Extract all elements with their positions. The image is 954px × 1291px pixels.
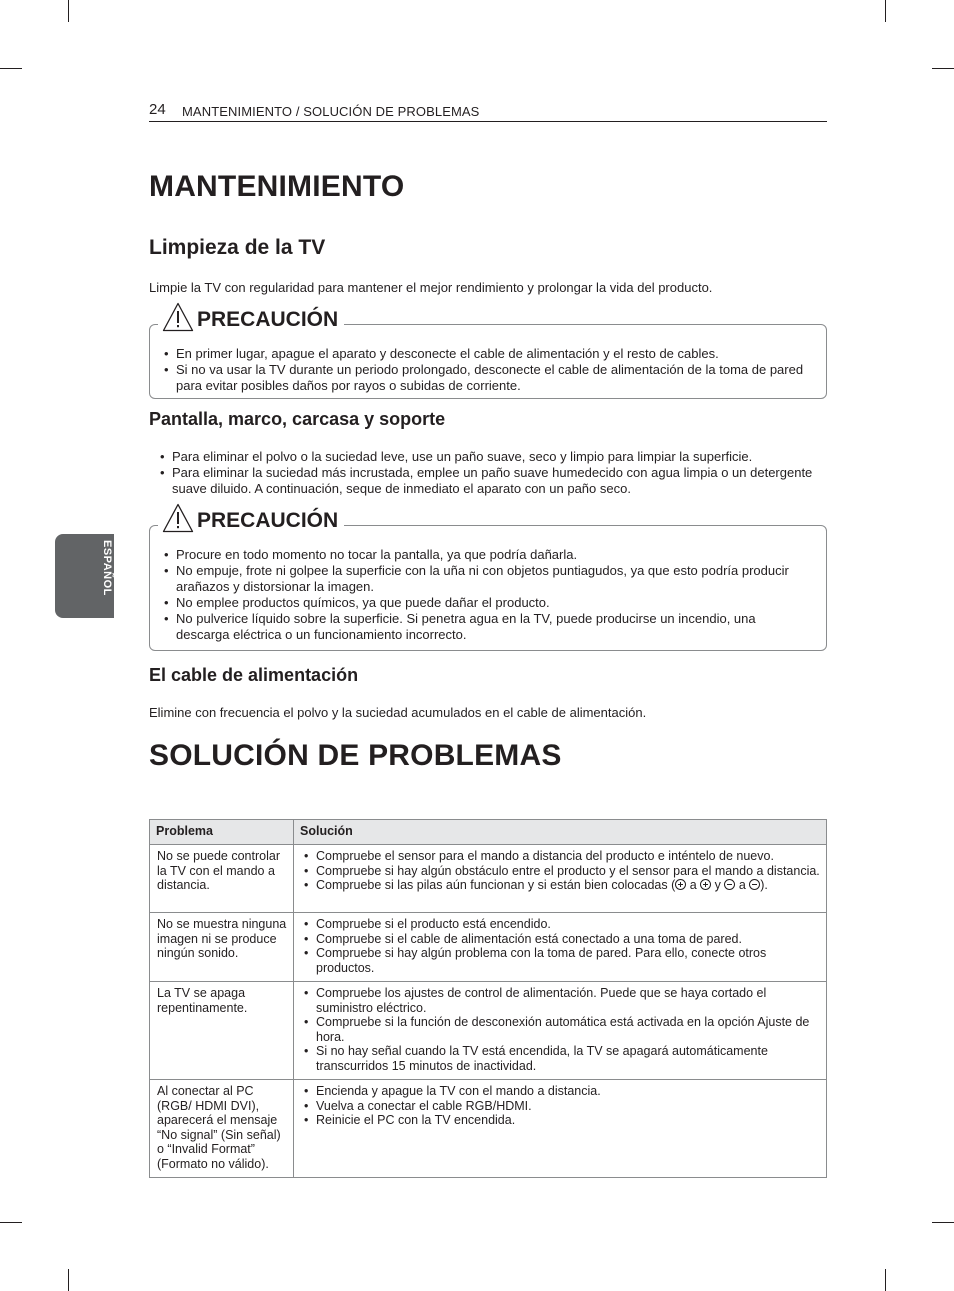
caution-label [158, 302, 344, 332]
crop-mark [932, 1222, 954, 1223]
page-header [149, 101, 827, 122]
language-tab-label: ESPAÑOL [101, 540, 113, 596]
crop-mark [885, 0, 886, 22]
list-item: • Procure en todo momento no tocar la pantalla, ya que podría dañarla. [162, 547, 812, 563]
screen-heading: Pantalla, marco, carcasa y soporte [149, 409, 446, 429]
solution-cell [294, 1080, 827, 1178]
list-item: • Compruebe si hay algún problema con la toma de pared. Para ello, conecte otros productos. [302, 946, 820, 975]
running-title: MANTENIMIENTO / SOLUCIÓN DE PROBLEMAS [182, 104, 480, 119]
warning-icon [162, 302, 194, 332]
screen-list [158, 449, 818, 497]
caution-box [149, 308, 827, 399]
list-item: • No pulverice líquido sobre la superficie. Si penetra agua en la TV, puede producirse un incendio, una descarga eléctrica o un funcionamiento incorrecto. [162, 611, 812, 643]
list-item: • Si no va usar la TV durante un periodo prolongado, desconecte el cable de alimentación de la toma de pared para evitar posibles daños por rayos o subidas de corriente. [162, 362, 812, 394]
minus-terminal-icon [749, 879, 760, 890]
list-item: • Para eliminar el polvo o la suciedad leve, use un paño suave, seco y limpio para limpiar la superficie. [158, 449, 818, 465]
caution-list [162, 346, 812, 394]
solution-cell [294, 982, 827, 1080]
crop-mark [0, 1222, 22, 1223]
solution-cell [294, 845, 827, 913]
crop-mark [885, 1269, 886, 1291]
minus-terminal-icon [724, 879, 735, 890]
column-header-problem: Problema [150, 820, 294, 845]
list-item: • Compruebe los ajustes de control de alimentación. Puede que se haya cortado el suministro eléctrico. [302, 986, 820, 1015]
list-item: • Compruebe si la función de desconexión automática está activada en la opción Ajuste de hora. [302, 1015, 820, 1044]
list-item: • No empuje, frote ni golpee la superficie con la uña ni con objetos puntiagudos, ya que esto podría producir arañazos y distorsionar la imagen. [162, 563, 812, 595]
crop-mark [0, 68, 22, 69]
problem-cell: La TV se apaga repentinamente. [150, 982, 294, 1080]
cable-heading: El cable de alimentación [149, 665, 359, 685]
caution-label-text: PRECAUCIÓN [197, 509, 339, 532]
list-item: • Reinicie el PC con la TV encendida. [302, 1113, 820, 1128]
solution-cell [294, 913, 827, 982]
list-item: • Vuelva a conectar el cable RGB/HDMI. [302, 1099, 820, 1114]
cleaning-intro: Limpie la TV con regularidad para mantener el mejor rendimiento y prolongar la vida del producto. [149, 280, 713, 295]
troubleshooting-title: SOLUCIÓN DE PROBLEMAS [149, 739, 562, 772]
list-item: • Para eliminar la suciedad más incrustada, emplee un paño suave humedecido con agua limpia o un detergente suave diluido. A continuación, seque de inmediato el aparato con un paño seco. [158, 465, 818, 497]
caution-label-text: PRECAUCIÓN [197, 308, 339, 331]
list-item: • No emplee productos químicos, ya que puede dañar el producto. [162, 595, 812, 611]
language-tab [55, 534, 114, 618]
problem-cell: No se puede controlar la TV con el mando a distancia. [150, 845, 294, 913]
caution-list [162, 547, 812, 643]
caution-label [158, 503, 344, 533]
column-header-solution: Solución [294, 820, 827, 845]
table-row [150, 913, 827, 982]
table-row [150, 1080, 827, 1178]
troubleshooting-table [149, 819, 827, 1178]
caution-box [149, 509, 827, 651]
list-item: • Compruebe si las pilas aún funcionan y si están bien colocadas ( a y a ). [302, 878, 820, 893]
list-item: • Encienda y apague la TV con el mando a distancia. [302, 1084, 820, 1099]
list-item: • Compruebe si hay algún obstáculo entre el producto y el sensor para el mando a distancia. [302, 864, 820, 879]
list-item: • Compruebe si el cable de alimentación está conectado a una toma de pared. [302, 932, 820, 947]
crop-mark [68, 0, 69, 22]
table-header-row [150, 820, 827, 845]
crop-mark [932, 68, 954, 69]
plus-terminal-icon [700, 879, 711, 890]
table-row [150, 982, 827, 1080]
cable-text: Elimine con frecuencia el polvo y la suciedad acumulados en el cable de alimentación. [149, 705, 647, 720]
table-row [150, 845, 827, 913]
problem-cell: No se muestra ninguna imagen ni se produce ningún sonido. [150, 913, 294, 982]
problem-cell: Al conectar al PC (RGB/ HDMI DVI), aparecerá el mensaje “No signal” (Sin señal) o “Invalid Format” (Formato no válido). [150, 1080, 294, 1178]
maintenance-title: MANTENIMIENTO [149, 170, 405, 203]
list-item: • Si no hay señal cuando la TV está encendida, la TV se apagará automáticamente transcurridos 15 minutos de inactividad. [302, 1044, 820, 1073]
page-number: 24 [149, 101, 166, 118]
warning-icon [162, 503, 194, 533]
crop-mark [68, 1269, 69, 1291]
plus-terminal-icon [675, 879, 686, 890]
list-item: • Compruebe el sensor para el mando a distancia del producto e inténtelo de nuevo. [302, 849, 820, 864]
cleaning-heading: Limpieza de la TV [149, 236, 326, 259]
list-item: • Compruebe si el producto está encendido. [302, 917, 820, 932]
list-item: • En primer lugar, apague el aparato y desconecte el cable de alimentación y el resto de cables. [162, 346, 812, 362]
